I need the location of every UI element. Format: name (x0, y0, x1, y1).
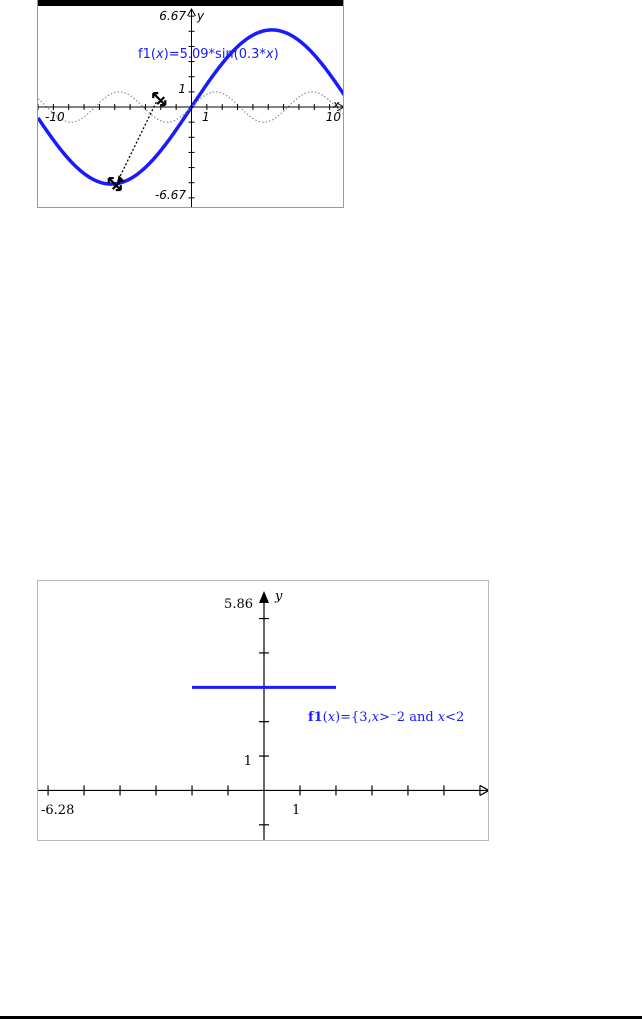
function-name: f1 (308, 710, 323, 725)
function-var-2: x (371, 710, 380, 725)
function-open-paren: ( (322, 710, 328, 725)
x-unit-label: 1 (292, 803, 301, 818)
x-min-label: -6.28 (41, 803, 75, 818)
function-body-3: <2 (445, 710, 465, 725)
x-max-label: 10 (325, 110, 341, 124)
piecewise-graph-panel[interactable] (37, 580, 489, 841)
y-unit-label: 1 (178, 82, 186, 96)
y-axis-label: y (275, 589, 283, 604)
y-unit-label: 1 (243, 754, 252, 769)
function-body-1: )={3, (335, 710, 372, 725)
sine-graph-canvas[interactable] (38, 0, 344, 208)
y-max-label: 6.67 (159, 9, 186, 23)
y-min-label: -6.67 (154, 188, 186, 202)
function-label[interactable] (138, 47, 279, 62)
function-name: f1 (138, 47, 151, 62)
function-var: x (327, 710, 336, 725)
function-body-prefix: )=5.09*sin(0.3* (163, 47, 266, 62)
function-body-suffix: ) (273, 47, 279, 62)
piecewise-graph-canvas[interactable] (38, 581, 489, 841)
y-axis-arrow (259, 591, 269, 603)
y-max-label: 5.86 (224, 597, 253, 612)
x-axis-label: x (333, 98, 340, 111)
x-min-label: -10 (45, 110, 65, 124)
sine-graph-panel[interactable] (37, 0, 344, 208)
function-body-2: >⁻2 and (379, 710, 438, 725)
y-axis-label: y (197, 9, 205, 23)
x-unit-label: 1 (202, 110, 210, 124)
function-open-paren: ( (150, 47, 156, 62)
function-var: x (155, 47, 164, 62)
function-label[interactable] (308, 710, 464, 725)
function-body-var: x (265, 47, 274, 62)
stretch-guide-line (118, 102, 157, 181)
function-var-3: x (437, 710, 446, 725)
